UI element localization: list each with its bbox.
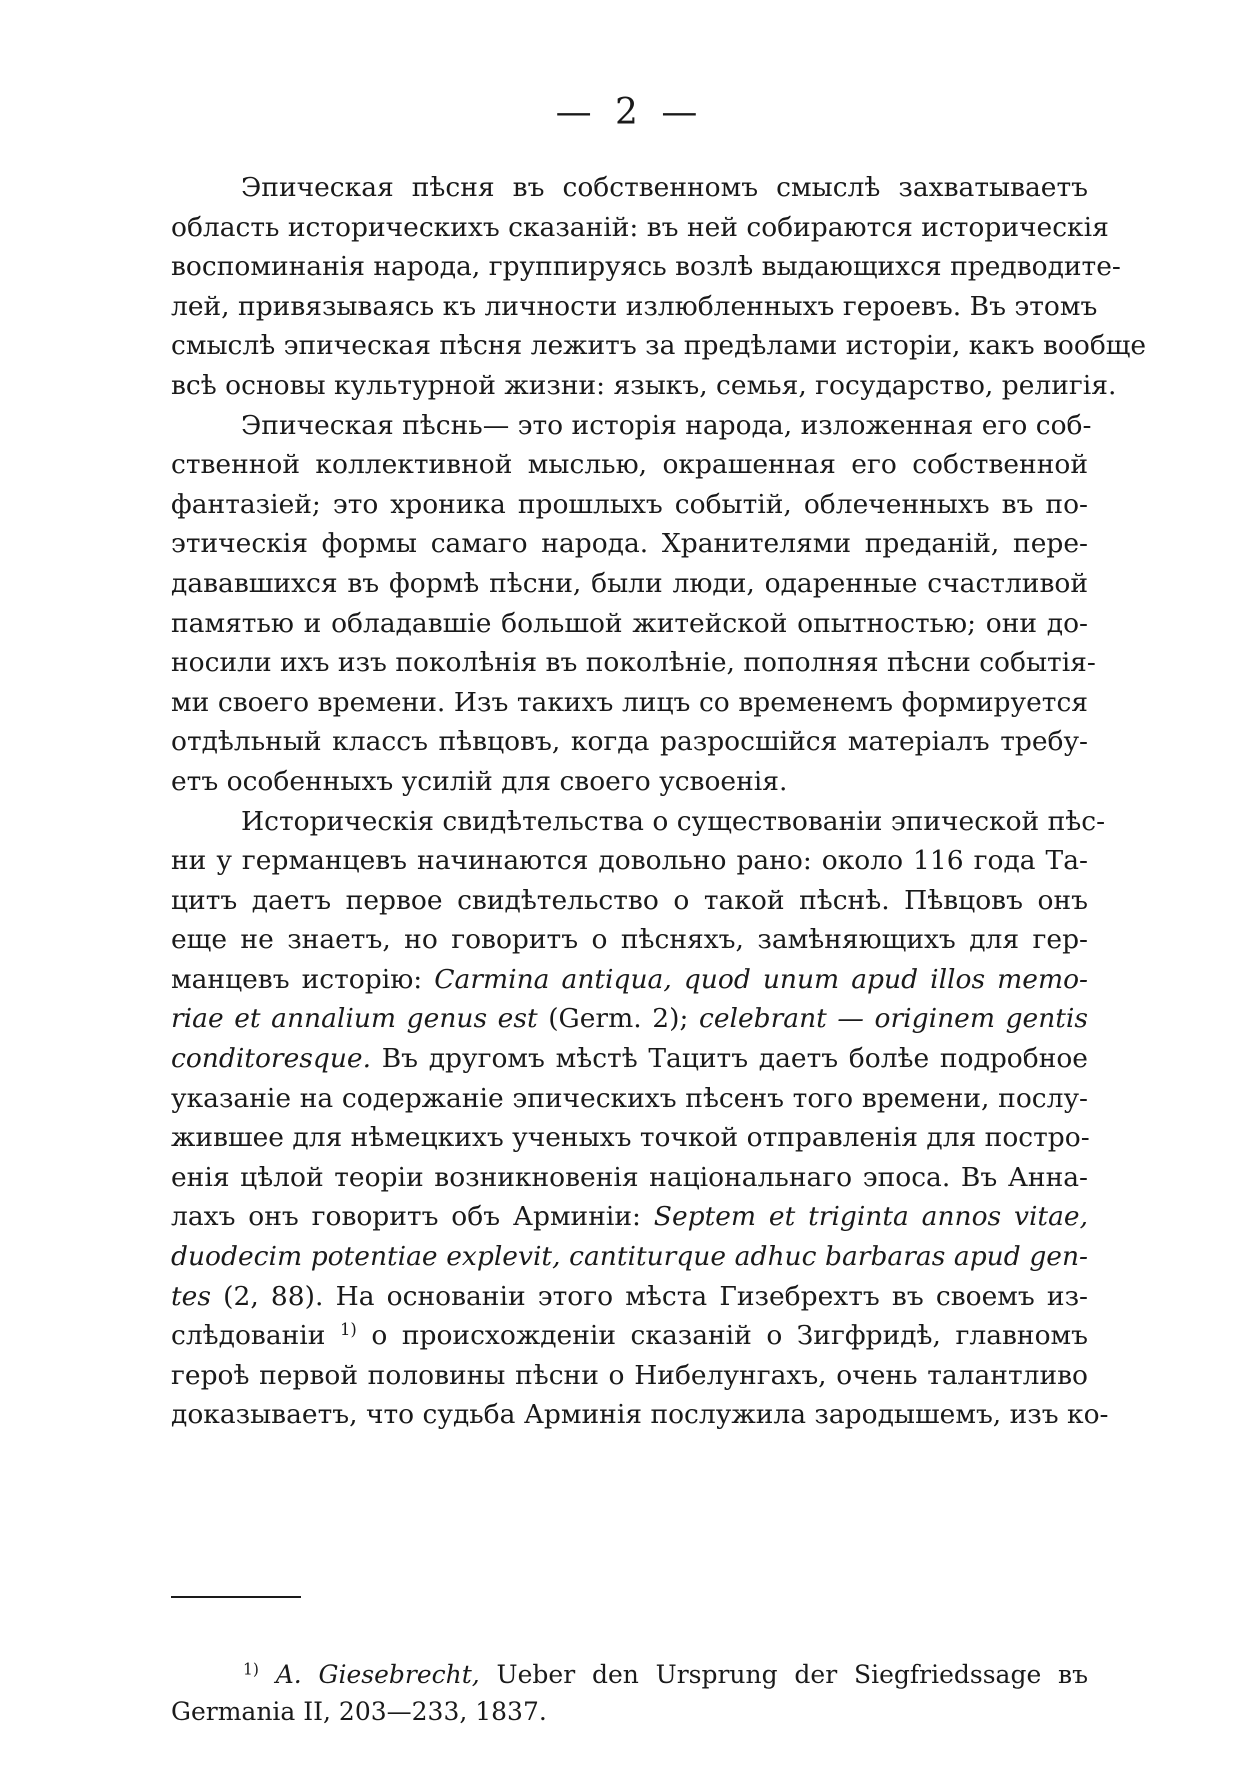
paragraph-3 bbox=[171, 802, 1109, 1436]
text-line: еще не знаетъ, но говоритъ о пѣсняхъ, замѣняющихъ для гер- bbox=[171, 924, 1088, 956]
text-segment: (2, 88). На основаніи этого мѣста Гизебрехтъ въ своемъ из- bbox=[210, 1280, 1088, 1312]
text-line bbox=[171, 999, 1088, 1039]
text-line: цитъ даетъ первое свидѣтельство о такой пѣснѣ. Пѣвцовъ онъ bbox=[171, 884, 1088, 916]
text-line bbox=[171, 1197, 1088, 1237]
text-line bbox=[171, 1039, 1088, 1079]
text-line: ственной коллективной мыслью, окрашенная его собственной bbox=[171, 449, 1088, 481]
text-segment: о происхожденіи сказаній о Зигфридѣ, главномъ bbox=[356, 1320, 1088, 1352]
text-line: область историческихъ сказаній: въ ней собираются историческія bbox=[171, 211, 1109, 243]
text-line: дававшихся въ формѣ пѣсни, были люди, одаренные счастливой bbox=[171, 567, 1088, 599]
text-segment: лахъ онъ говоритъ объ Арминіи: bbox=[171, 1201, 654, 1233]
text-line: ни у германцевъ начинаются довольно рано: около 116 года Та- bbox=[171, 845, 1088, 877]
paragraph-1 bbox=[171, 168, 1147, 406]
footnote-line bbox=[171, 1656, 1088, 1693]
text-line: лей, привязываясь къ личности излюбленныхъ героевъ. Въ этомъ bbox=[171, 290, 1098, 322]
footnote-ref: 1) bbox=[339, 1320, 357, 1340]
text-line: жившее для нѣмецкихъ ученыхъ точкой отправленія для постро- bbox=[171, 1122, 1090, 1154]
paragraph-2 bbox=[171, 406, 1096, 802]
text-line: воспоминанія народа, группируясь возлѣ выдающихся предводите- bbox=[171, 251, 1121, 283]
text-line: Эпическая пѣсня въ собственномъ смыслѣ захватываетъ bbox=[241, 172, 1088, 203]
text-line: duodecim potentiae explevit, cantiturque adhuc barbaras apud gen- bbox=[171, 1241, 1088, 1273]
text-line: этическія формы самаго народа. Хранителями преданій, пере- bbox=[171, 528, 1088, 560]
latin-quote: tes bbox=[171, 1280, 211, 1312]
text-line: героѣ первой половины пѣсни о Нибелунгахъ, очень талантливо bbox=[171, 1359, 1088, 1391]
text-line: всѣ основы культурной жизни: языкъ, семья, государство, религія. bbox=[171, 369, 1117, 401]
latin-quote: conditoresque. bbox=[171, 1043, 371, 1075]
text-line: ми своего времени. Изъ такихъ лицъ со временемъ формируется bbox=[171, 686, 1088, 718]
latin-quote: celebrant — originem gentis bbox=[698, 1003, 1089, 1035]
text-line: Историческія свидѣтельства о существованіи эпической пѣс- bbox=[241, 805, 1106, 837]
text-line: Эпическая пѣснь— это исторія народа, изложенная его соб- bbox=[241, 409, 1092, 441]
latin-quote: Septem et triginta annos vitae, bbox=[653, 1201, 1088, 1233]
text-line: фантазіей; это хроника прошлыхъ событій, облеченныхъ въ по- bbox=[171, 488, 1088, 520]
latin-quote: riae et annalium genus est bbox=[171, 1003, 538, 1035]
text-line: указаніе на содержаніе эпическихъ пѣсенъ того времени, послу- bbox=[171, 1082, 1088, 1114]
text-line bbox=[171, 1277, 1088, 1317]
body-text bbox=[171, 168, 1147, 1435]
text-segment: слѣдованіи bbox=[171, 1320, 340, 1352]
text-line: носили ихъ изъ поколѣнія въ поколѣніе, пополняя пѣсни событія- bbox=[171, 647, 1096, 679]
footnote bbox=[171, 1656, 1088, 1730]
footnote-line: Germania II, 203—233, 1837. bbox=[171, 1697, 547, 1726]
page-number: — 2 — bbox=[555, 92, 704, 133]
footnote-marker: 1) bbox=[243, 1660, 259, 1679]
text-line: памятью и обладавшіе большой житейской опытностью; они до- bbox=[171, 607, 1088, 639]
text-segment: Въ другомъ мѣстѣ Тацитъ даетъ болѣе подробное bbox=[371, 1043, 1088, 1075]
text-line: енія цѣлой теоріи возникновенія національнаго эпоса. Въ Анна- bbox=[171, 1161, 1088, 1193]
footnote-author: A. Giesebrecht, bbox=[275, 1660, 480, 1689]
text-segment: (Germ. 2); bbox=[537, 1003, 699, 1035]
footnote-title: Ueber den Ursprung der Siegfriedssage въ bbox=[496, 1660, 1089, 1689]
footnote-separator bbox=[171, 1596, 301, 1598]
text-line bbox=[171, 1316, 1088, 1356]
latin-quote: Carmina antiqua, quod unum apud illos memo- bbox=[434, 963, 1088, 995]
text-line: доказываетъ, что судьба Арминія послужила зародышемъ, изъ ко- bbox=[171, 1399, 1109, 1431]
text-segment: манцевъ исторію: bbox=[171, 963, 435, 995]
text-line: етъ особенныхъ усилій для своего усвоенія. bbox=[171, 765, 788, 797]
text-line: смыслѣ эпическая пѣсня лежитъ за предѣлами исторіи, какъ вообще bbox=[171, 330, 1147, 362]
text-line: отдѣльный классъ пѣвцовъ, когда разросшійся матеріалъ требу- bbox=[171, 726, 1088, 758]
text-line bbox=[171, 960, 1088, 1000]
